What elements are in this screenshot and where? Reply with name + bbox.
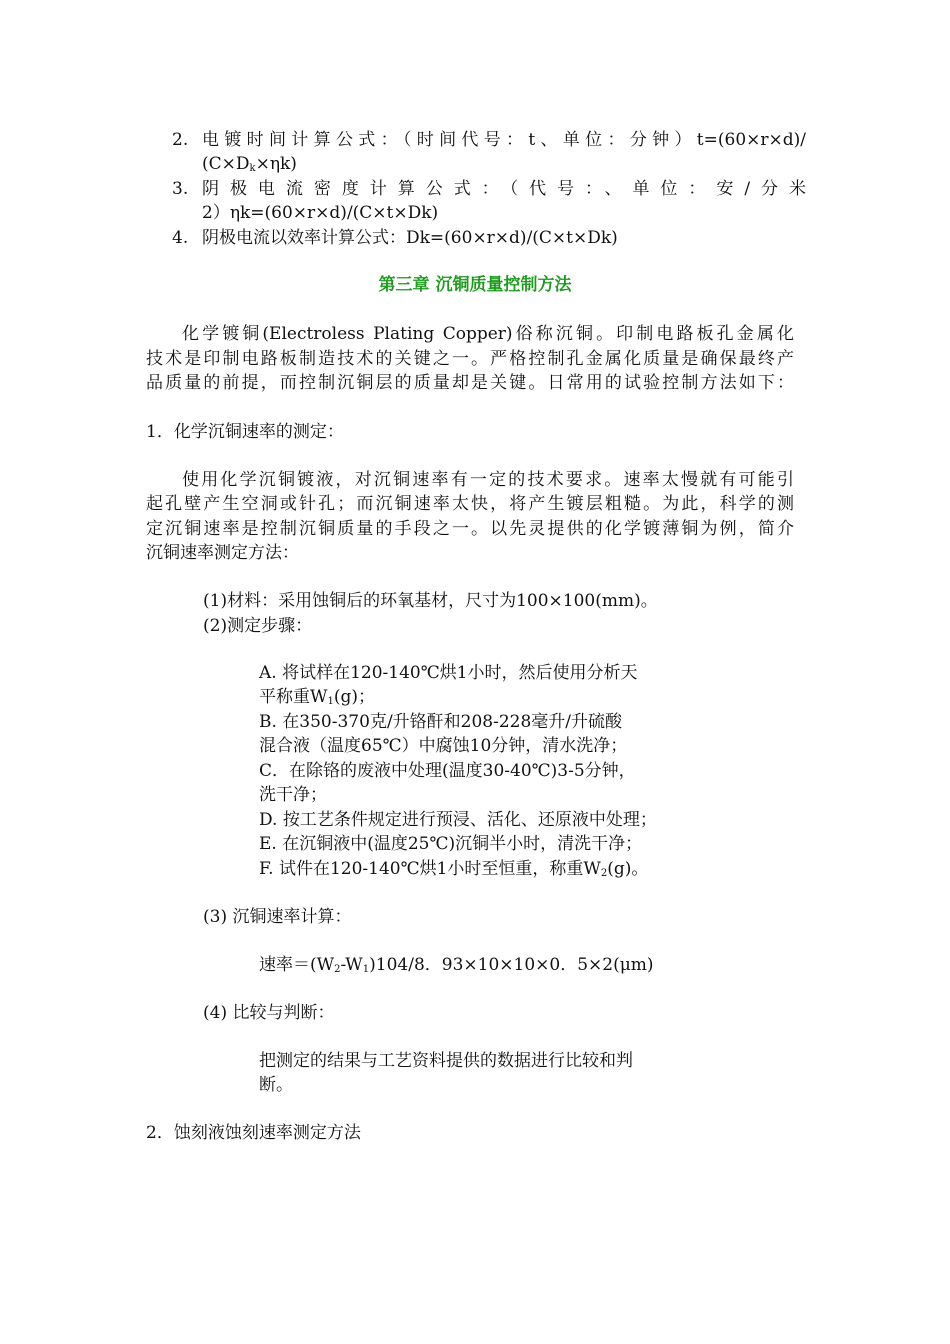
list-number: 2. xyxy=(172,130,189,150)
paragraph-line: 技术是印制电路板制造技术的关键之一。严格控制孔金属化质量是确保最终产 xyxy=(146,349,794,369)
formula-2-line1: 电镀时间计算公式：（时间代号：t、单位：分钟）t=(60×r×d)/ xyxy=(202,130,806,150)
compare-line1: 把测定的结果与工艺资料提供的数据进行比较和判 xyxy=(259,1051,633,1071)
chapter-title: 第三章 沉铜质量控制方法 xyxy=(378,275,572,295)
step-b-line1: B. 在350-370克/升铬酐和208-228毫升/升硫酸 xyxy=(259,712,623,732)
formula-2-line2: $(C\times D_k\times\eta k)$ xyxy=(202,154,297,174)
step-c-line2: 洗干净； xyxy=(259,785,327,805)
formula-3-line2: 2）ηk=(60×r×d)/(C×t×Dk) xyxy=(202,203,439,223)
paragraph-line: 化学镀铜(Electroless Plating Copper)俗称沉铜。印制电路板孔金属化 xyxy=(182,324,794,344)
step-a-line2: 平称重$W_1(g)$； xyxy=(259,687,376,707)
list-number: 4. xyxy=(172,228,189,248)
paragraph-line: 起孔壁产生空洞或针孔；而沉铜速率太快，将产生镀层粗糙。为此，科学的测 xyxy=(146,494,794,514)
paragraph-line: 定沉铜速率是控制沉铜质量的手段之一。以先灵提供的化学镀薄铜为例，简介 xyxy=(146,519,794,539)
list-item: (1)材料：采用蚀铜后的环氧基材，尺寸为100×100(mm)。 xyxy=(203,591,658,611)
list-number: 3. xyxy=(172,179,189,199)
step-f: F. 试件在120-140℃烘1小时至恒重，称重$W_2(g)$。 xyxy=(259,859,649,879)
formula-4-line1: 阴极电流以效率计算公式：Dk=(60×r×d)/(C×t×Dk) xyxy=(202,228,618,248)
step-a-line1: A. 将试样在120-140℃烘1小时，然后使用分析天 xyxy=(259,663,638,683)
step-c-line1: C．在除铬的废液中处理(温度30-40℃)3-5分钟， xyxy=(259,761,636,781)
list-item: (2)测定步骤： xyxy=(203,616,313,636)
section-title: 2．蚀刻液蚀刻速率测定方法 xyxy=(146,1123,361,1143)
step-b-line2: 混合液（温度65℃）中腐蚀10分钟，清水洗净； xyxy=(259,736,628,756)
step-e: E. 在沉铜液中(温度25℃)沉铜半小时，清洗干净； xyxy=(259,834,643,854)
paragraph-line: 品质量的前提，而控制沉铜层的质量却是关键。日常用的试验控制方法如下： xyxy=(146,373,794,393)
paragraph-line: 沉铜速率测定方法： xyxy=(146,543,299,563)
formula-3-line1: 阴极电流密度计算公式：（代号：、单位：安/分米 xyxy=(202,179,806,199)
section-title: 1．化学沉铜速率的测定： xyxy=(146,422,344,442)
list-item: (4) 比较与判断： xyxy=(203,1003,335,1023)
paragraph-line: 使用化学沉铜镀液，对沉铜速率有一定的技术要求。速率太慢就有可能引 xyxy=(182,470,794,490)
rate-formula: 速率$=(W_2-W_1)104/8$．93×10×10×0．5×2(μm) xyxy=(259,955,654,975)
compare-line2: 断。 xyxy=(259,1075,293,1095)
step-d: D. 按工艺条件规定进行预浸、活化、还原液中处理； xyxy=(259,810,657,830)
list-item: (3) 沉铜速率计算： xyxy=(203,907,352,927)
